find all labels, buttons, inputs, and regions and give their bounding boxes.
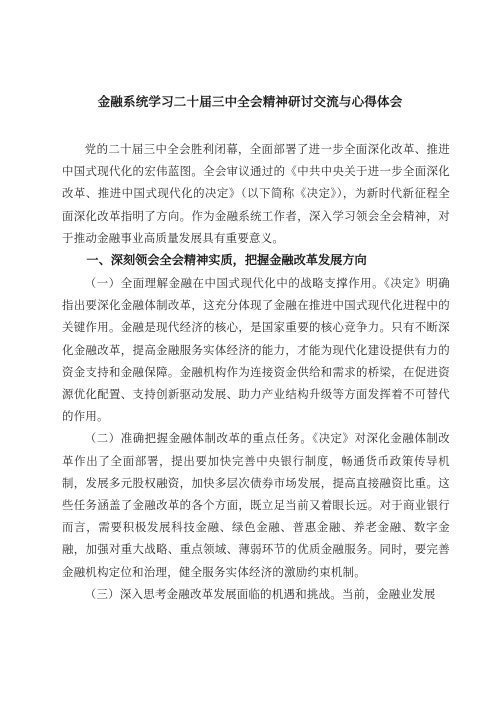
intro-paragraph: 党的二十届三中全会胜利闭幕，全面部署了进一步全面深化改革、推进中国式现代化的宏伟蓝图。全会审议通过的《中共中央关于进一步全面深化改革、推进中国式现代化的决定》（以下简称《决定》），为新时代新征程全面深化改革指明了方向。作为金融系统工作者，深入学习领会全会精神，对于推动金融事业高质量发展具有重要意义。 — [62, 142, 450, 245]
document-title: 金融系统学习二十届三中全会精神研讨交流与心得体会 — [97, 94, 403, 109]
paragraph-3: （三）深入思考金融改革发展面临的机遇和挑战。当前，金融业发展 — [84, 586, 436, 601]
section-heading-1: 一、深刻领会全会精神实质，把握金融改革发展方向 — [86, 253, 367, 268]
paragraph-2: （二）准确把握金融体制改革的重点任务。《决定》对深化金融体制改革作出了全面部署，提出要加快完善中央银行制度，畅通货币政策传导机制，发展多元股权融资，加快多层次债券市场发展，提高直接融资比重。这些任务涵盖了金融改革的各个方面，既立足当前又着眼长远。对于商业银行而言，需要积极发展科技金融、绿色金融、普惠金融、养老金融、数字金融，加强对重大战略、重点领域、薄弱环节的优质金融服务。同时，要完善金融机构定位和治理，健全服务实体经济的激励约束机制。 — [62, 431, 450, 579]
document-body — [62, 138, 450, 605]
paragraph-1: （一）全面理解金融在中国式现代化中的战略支撑作用。《决定》明确指出要深化金融体制改革，这充分体现了金融在推进中国式现代化进程中的关键作用。金融是现代经济的核心，是国家重要的核心竞争力。只有不断深化金融改革，提高金融服务实体经济的能力，才能为现代化建设提供有力的资金支持和金融保障。金融机构作为连接资金供给和需求的桥梁，在促进资源优化配置、支持创新驱动发展、助力产业结构升级等方面发挥着不可替代的作用。 — [62, 276, 450, 424]
